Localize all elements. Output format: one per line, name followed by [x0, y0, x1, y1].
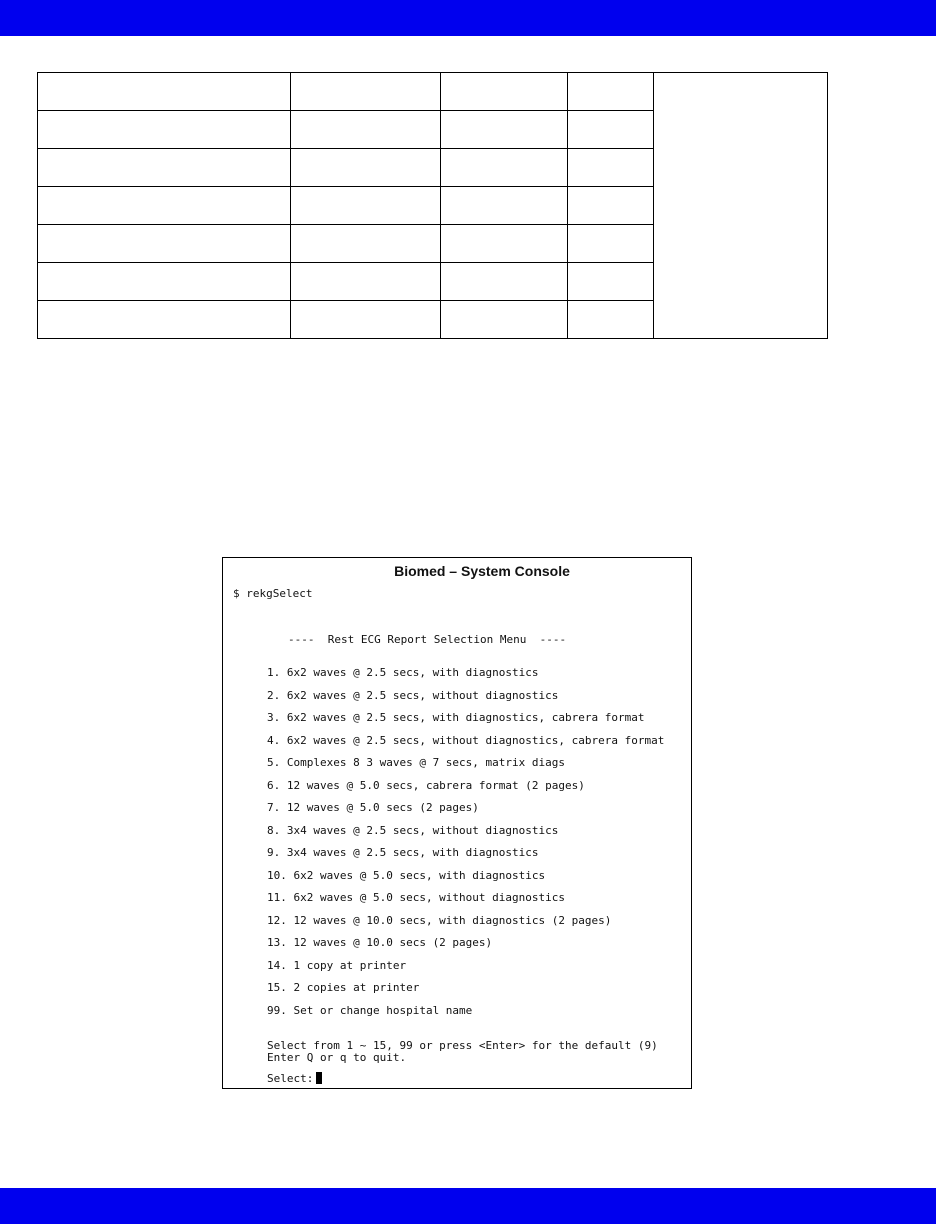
- table-cell: [568, 111, 654, 149]
- blank-table: [37, 72, 828, 339]
- table-cell: [291, 301, 441, 339]
- menu-item[interactable]: 15. 2 copies at printer: [267, 981, 420, 994]
- select-prompt-label: Select:: [267, 1072, 314, 1085]
- text-cursor: [316, 1072, 322, 1084]
- table-cell: [441, 301, 568, 339]
- table-cell: [291, 73, 441, 111]
- menu-item[interactable]: 7. 12 waves @ 5.0 secs (2 pages): [267, 801, 479, 814]
- instruction-line: Enter Q or q to quit.: [267, 1051, 407, 1064]
- table-cell-merged: [654, 73, 828, 339]
- table-cell: [291, 225, 441, 263]
- menu-heading: ---- Rest ECG Report Selection Menu ----: [288, 633, 567, 646]
- system-console-window: [222, 557, 692, 1089]
- table-cell: [38, 187, 291, 225]
- menu-item[interactable]: 99. Set or change hospital name: [267, 1003, 473, 1017]
- footer-bar: [0, 1188, 936, 1224]
- table-cell: [568, 301, 654, 339]
- table-cell: [38, 111, 291, 149]
- table-cell: [568, 149, 654, 187]
- instructions-text: [267, 1040, 658, 1064]
- command-prompt: $ rekgSelect: [233, 587, 313, 600]
- table-cell: [291, 111, 441, 149]
- menu-item[interactable]: 9. 3x4 waves @ 2.5 secs, with diagnostics: [267, 846, 539, 859]
- console-title: Biomed – System Console: [394, 563, 570, 579]
- table-cell: [38, 263, 291, 301]
- menu-item[interactable]: 12. 12 waves @ 10.0 secs, with diagnostics (2 pages): [267, 913, 612, 927]
- table-cell: [38, 73, 291, 111]
- table-cell: [441, 187, 568, 225]
- menu-item[interactable]: 14. 1 copy at printer: [267, 958, 407, 972]
- table-cell: [38, 301, 291, 339]
- table-cell: [568, 263, 654, 301]
- menu-item[interactable]: 11. 6x2 waves @ 5.0 secs, without diagnostics: [267, 891, 566, 904]
- report-menu-list: [267, 666, 664, 1026]
- table-cell: [441, 111, 568, 149]
- menu-item[interactable]: 1. 6x2 waves @ 2.5 secs, with diagnostics: [267, 666, 539, 679]
- menu-item[interactable]: 5. Complexes 8 3 waves @ 7 secs, matrix diags: [267, 756, 566, 769]
- menu-item[interactable]: 10. 6x2 waves @ 5.0 secs, with diagnostics: [267, 868, 546, 882]
- header-bar: [0, 0, 936, 36]
- table-cell: [441, 149, 568, 187]
- table-cell: [291, 149, 441, 187]
- table-cell: [38, 225, 291, 263]
- table-cell: [441, 263, 568, 301]
- table-row: [38, 73, 828, 111]
- table-cell: [568, 225, 654, 263]
- menu-item[interactable]: 3. 6x2 waves @ 2.5 secs, with diagnostics, cabrera format: [267, 711, 645, 724]
- select-input[interactable]: [267, 1072, 322, 1085]
- table-cell: [441, 73, 568, 111]
- menu-item[interactable]: 13. 12 waves @ 10.0 secs (2 pages): [267, 936, 493, 949]
- menu-item[interactable]: 6. 12 waves @ 5.0 secs, cabrera format (2 pages): [267, 778, 585, 792]
- menu-item[interactable]: 4. 6x2 waves @ 2.5 secs, without diagnostics, cabrera format: [267, 733, 665, 747]
- menu-item[interactable]: 2. 6x2 waves @ 2.5 secs, without diagnostics: [267, 688, 559, 702]
- menu-item[interactable]: 8. 3x4 waves @ 2.5 secs, without diagnostics: [267, 823, 559, 837]
- table-cell: [38, 149, 291, 187]
- table-cell: [291, 187, 441, 225]
- table-cell: [441, 225, 568, 263]
- instruction-line: Select from 1 ~ 15, 99 or press <Enter> for the default (9): [267, 1039, 658, 1052]
- table-cell: [291, 263, 441, 301]
- table-cell: [568, 73, 654, 111]
- table-cell: [568, 187, 654, 225]
